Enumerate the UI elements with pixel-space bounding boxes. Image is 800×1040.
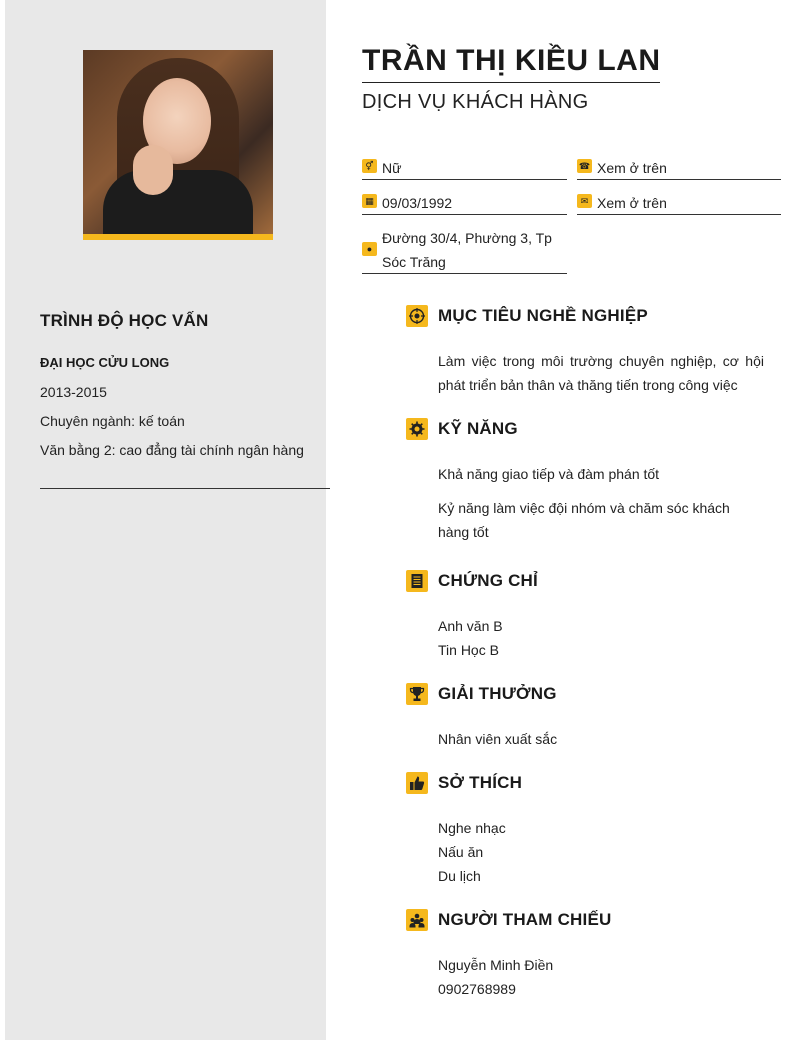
reference-phone: 0902768989 (438, 981, 516, 997)
document-icon (406, 570, 428, 592)
photo-accent-bar (83, 234, 273, 240)
target-icon (406, 305, 428, 327)
birthdate-field: ▦ 09/03/1992 (362, 191, 567, 215)
full-name: TRẦN THỊ KIỀU LAN (362, 44, 660, 83)
objective-title: MỤC TIÊU NGHỀ NGHIỆP (438, 306, 648, 325)
email-icon: ✉ (577, 194, 592, 208)
education-second-degree: Văn bằng 2: cao đẳng tài chính ngân hàng (40, 442, 304, 458)
skill-item: Khả năng giao tiếp và đàm phán tốt (438, 466, 660, 482)
education-major: Chuyên ngành: kế toán (40, 413, 185, 429)
education-title: TRÌNH ĐỘ HỌC VẤN (40, 311, 209, 330)
education-divider (40, 488, 330, 489)
email-field: ✉ Xem ở trên (577, 191, 781, 215)
hobby-item: Nghe nhạc (438, 820, 506, 836)
address-field: ● Đường 30/4, Phường 3, Tp Sóc Trăng (362, 226, 567, 274)
awards-title: GIẢI THƯỞNG (438, 684, 557, 703)
location-icon: ● (362, 242, 377, 256)
phone-field: ☎ Xem ở trên (577, 156, 781, 180)
trophy-icon (406, 683, 428, 705)
phone-icon: ☎ (578, 161, 591, 171)
hobby-item: Nấu ăn (438, 844, 484, 860)
objective-text: Làm việc trong môi trường chuyên nghiệp, cơ hội phát triển bản thân và thăng tiến trong công việc (438, 353, 764, 393)
award-item: Nhân viên xuất sắc (438, 731, 558, 747)
gender-field: ⚥ Nữ (362, 156, 567, 180)
hobby-item: Du lịch (438, 868, 481, 884)
calendar-icon: ▦ (362, 194, 377, 208)
certificate-item: Tin Học B (438, 642, 499, 658)
education-school: ĐẠI HỌC CỬU LONG (40, 355, 170, 370)
gear-icon (406, 418, 428, 440)
job-title: DỊCH VỤ KHÁCH HÀNG (362, 91, 589, 113)
certificate-item: Anh văn B (438, 618, 503, 634)
references-title: NGƯỜI THAM CHIẾU (438, 910, 612, 929)
skills-title: KỸ NĂNG (438, 419, 518, 438)
education-years: 2013-2015 (40, 384, 107, 400)
thumbs-up-icon (406, 772, 428, 794)
people-icon (406, 909, 428, 931)
reference-name: Nguyễn Minh Điền (438, 957, 554, 973)
profile-photo (83, 50, 273, 234)
skill-item: Kỷ năng làm việc đội nhóm và chăm sóc khách hàng tốt (438, 500, 730, 540)
hobbies-title: SỞ THÍCH (438, 773, 523, 792)
certificates-title: CHỨNG CHỈ (438, 571, 538, 590)
gender-icon: ⚥ (362, 159, 377, 173)
